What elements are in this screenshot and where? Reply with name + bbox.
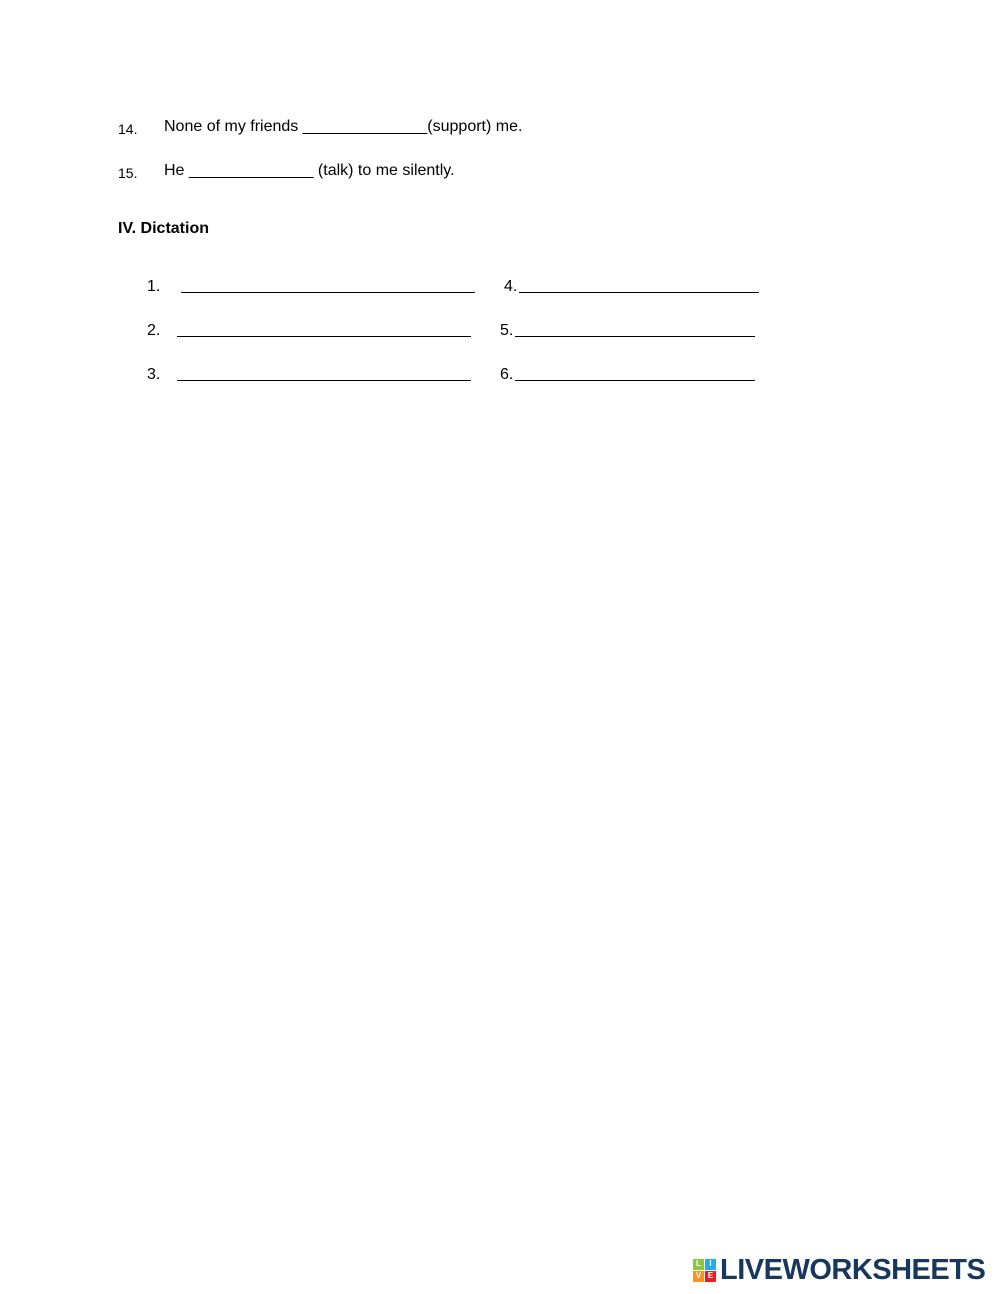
logo-letter: L (693, 1259, 704, 1270)
dictation-label-1: 1. (147, 278, 161, 295)
liveworksheets-logo (693, 1253, 986, 1286)
dictation-blank-2[interactable] (177, 322, 471, 337)
question-text: He ______________ (talk) to me silently. (164, 162, 455, 179)
dictation-label-6: 6. (500, 366, 514, 383)
logo-letter: V (693, 1271, 704, 1282)
dictation-row-2 (0, 322, 1000, 346)
dictation-blank-1[interactable] (181, 278, 475, 293)
dictation-row-1 (0, 278, 1000, 302)
dictation-blank-4[interactable] (519, 278, 759, 293)
dictation-blank-3[interactable] (177, 366, 471, 381)
section-title: IV. Dictation (118, 220, 209, 237)
dictation-label-2: 2. (147, 322, 161, 339)
question-number: 14. (118, 121, 138, 137)
dictation-label-4: 4. (504, 278, 518, 295)
dictation-blank-5[interactable] (515, 322, 755, 337)
logo-mark-icon (693, 1259, 716, 1282)
brand-name: LIVEWORKSHEETS (720, 1253, 986, 1286)
question-text: None of my friends ______________(support) me. (164, 118, 523, 135)
question-14 (0, 118, 1000, 142)
dictation-row-3 (0, 366, 1000, 390)
logo-letter: E (705, 1271, 716, 1282)
question-number: 15. (118, 165, 138, 181)
dictation-label-5: 5. (500, 322, 514, 339)
logo-letter: I (705, 1259, 716, 1270)
dictation-blank-6[interactable] (515, 366, 755, 381)
dictation-label-3: 3. (147, 366, 161, 383)
question-15 (0, 162, 1000, 186)
